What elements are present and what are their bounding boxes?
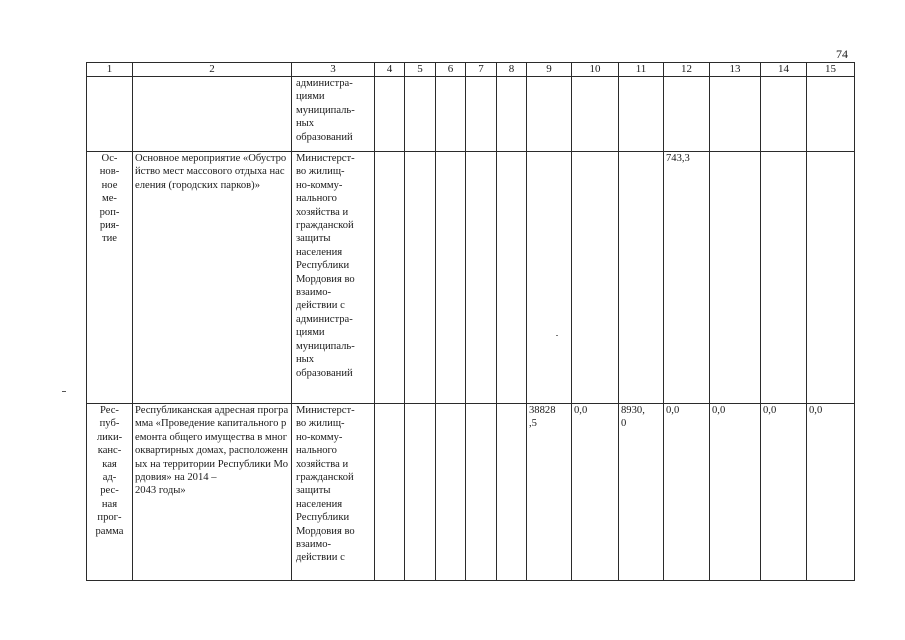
value-cell — [619, 77, 664, 152]
value-cell — [761, 77, 807, 152]
value-cell — [375, 77, 405, 152]
row-type-cell: Ос- нов- ное ме- роп- рия- тие — [87, 152, 133, 404]
value-cell — [572, 77, 619, 152]
row-title-cell: Республиканская адресная программа «Проведение капитального ремонта общего имущества в многоквартирных домах, расположенных на территории Республики Мордовия» на 2014 – 2043 годы» — [133, 404, 292, 581]
header-cell: 15 — [807, 63, 855, 77]
row-title-cell: Основное мероприятие «Обустройство мест массового отдыха населения (городских парков)» — [133, 152, 292, 404]
header-cell: 6 — [436, 63, 466, 77]
value-cell — [405, 152, 436, 404]
header-cell: 12 — [664, 63, 710, 77]
executor-cell: администра- циями муниципаль- ных образований — [292, 77, 375, 152]
value-cell — [572, 152, 619, 404]
header-cell: 5 — [405, 63, 436, 77]
value-cell — [807, 77, 855, 152]
header-cell: 9 — [527, 63, 572, 77]
budget-table — [86, 62, 855, 581]
value-cell — [619, 152, 664, 404]
value-cell — [466, 152, 497, 404]
value-cell — [405, 77, 436, 152]
value-cell — [497, 404, 527, 581]
value-cell — [497, 77, 527, 152]
header-cell: 11 — [619, 63, 664, 77]
value-cell — [436, 404, 466, 581]
header-cell: 3 — [292, 63, 375, 77]
header-cell: 7 — [466, 63, 497, 77]
value-cell: 0,0 — [807, 404, 855, 581]
value-cell — [405, 404, 436, 581]
value-cell — [527, 77, 572, 152]
value-cell — [807, 152, 855, 404]
table-row — [87, 404, 855, 581]
value-cell — [761, 152, 807, 404]
row-type-cell: Рес- пуб- лики- канс- кая ад- рес- ная прог- рамма — [87, 404, 133, 581]
value-cell: 743,3 — [664, 152, 710, 404]
executor-cell: Министерст- во жилищ- но-комму- нального хозяйства и гражданской защиты населения Республики Мордовия во взаимо- действии с — [292, 404, 375, 581]
value-cell — [466, 404, 497, 581]
value-cell — [466, 77, 497, 152]
value-cell — [710, 77, 761, 152]
value-cell: 0,0 — [572, 404, 619, 581]
header-cell: 4 — [375, 63, 405, 77]
executor-cell: Министерст- во жилищ- но-комму- нального хозяйства и гражданской защиты населения Республики Мордовия во взаимо- действии с администра- циями муниципаль- ных образований — [292, 152, 375, 404]
value-cell — [710, 152, 761, 404]
row-type-cell — [87, 77, 133, 152]
header-cell: 2 — [133, 63, 292, 77]
header-row — [87, 63, 855, 77]
value-cell — [664, 77, 710, 152]
value-cell — [436, 152, 466, 404]
value-cell: 0,0 — [710, 404, 761, 581]
margin-mark — [62, 391, 66, 392]
value-cell — [375, 404, 405, 581]
header-cell: 1 — [87, 63, 133, 77]
header-cell: 13 — [710, 63, 761, 77]
header-cell: 14 — [761, 63, 807, 77]
value-cell: 0,0 — [664, 404, 710, 581]
value-cell — [436, 77, 466, 152]
row-title-cell — [133, 77, 292, 152]
value-cell: 38828 ,5 — [527, 404, 572, 581]
header-cell: 8 — [497, 63, 527, 77]
value-cell — [375, 152, 405, 404]
value-cell: 0,0 — [761, 404, 807, 581]
value-cell — [527, 152, 572, 404]
table-row — [87, 152, 855, 404]
page-number: 74 — [836, 47, 848, 61]
header-cell: 10 — [572, 63, 619, 77]
table-row — [87, 77, 855, 152]
value-cell — [497, 152, 527, 404]
value-cell: 8930, 0 — [619, 404, 664, 581]
